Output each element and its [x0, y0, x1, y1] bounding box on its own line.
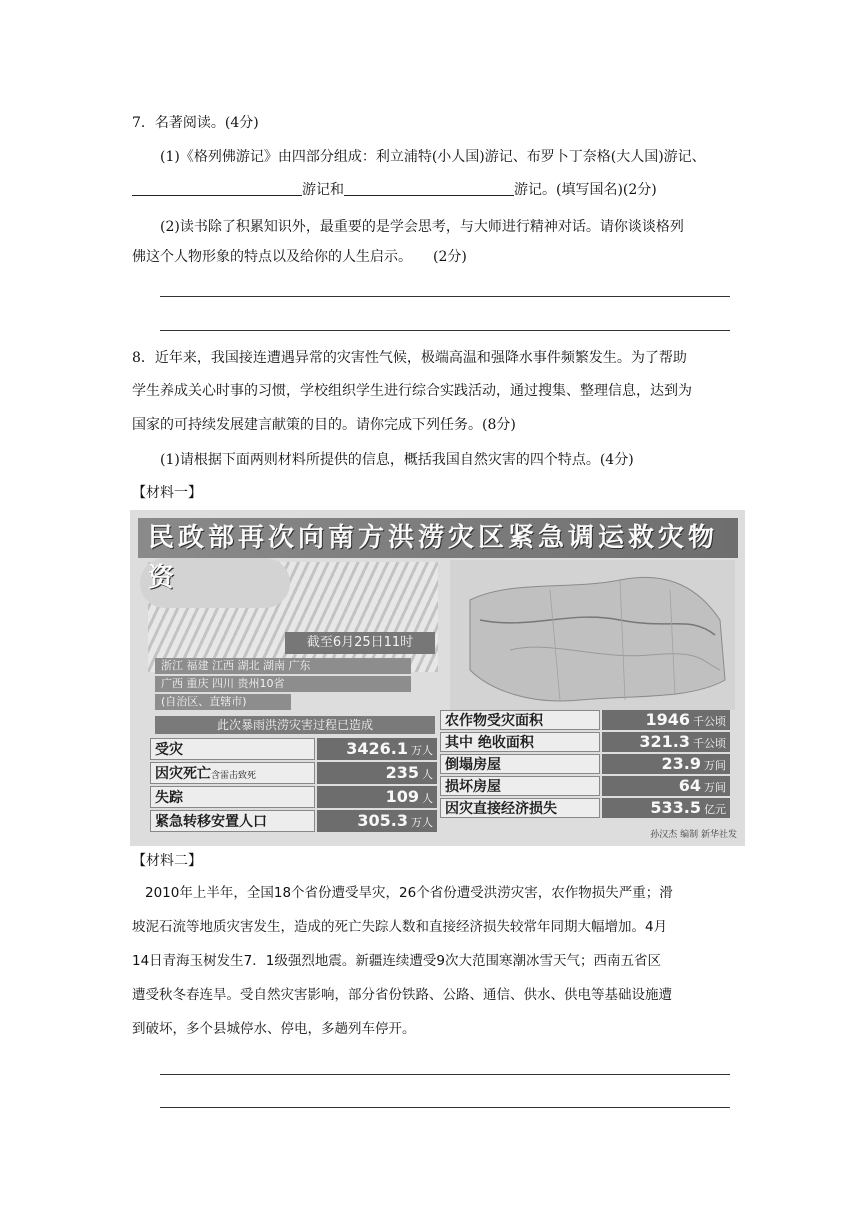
stat-value [317, 786, 437, 808]
answer-line-1[interactable] [160, 296, 730, 297]
stat-value [602, 776, 730, 796]
material2-line: 遭受秋冬春连旱。受自然灾害影响，部分省份铁路、公路、通信、供水、供电等基础设施遭 [132, 987, 672, 1003]
stat-value [317, 762, 437, 784]
q7-part1-line1: (1)《格列佛游记》由四部分组成：利立浦特(小人国)游记、布罗卜丁奈格(大人国)游记、 [160, 149, 706, 165]
q7-title: 7．名著阅读。(4分) [132, 115, 259, 131]
q7-part1-line2 [132, 180, 732, 200]
stat-label: 因灾直接经济损失 [440, 798, 600, 818]
material2-label: 【材料二】 [132, 853, 202, 869]
answer-line-3[interactable] [160, 1074, 730, 1075]
stat-label-text: 紧急转移安置人口 [155, 814, 267, 830]
stat-number: 3426.1 [346, 739, 408, 758]
stat-value [602, 798, 730, 818]
stat-value [602, 710, 730, 730]
stat-unit: 千公顷 [693, 715, 726, 728]
q7-part2-line2: 佛这个人物形象的特点以及给你的人生启示。 (2分) [132, 249, 467, 265]
stat-label: 农作物受灾面积 [440, 710, 600, 730]
stat-label [150, 810, 315, 832]
stat-label [150, 786, 315, 808]
material2-line: 2010年上半年，全国18个省份遭受旱灾，26个省份遭受洪涝灾害，农作物损失严重；滑 [145, 885, 673, 901]
stat-number: 64 [678, 776, 701, 795]
stat-unit: 万人 [411, 816, 433, 829]
infographic-credit: 孙汉杰 编制 新华社发 [650, 830, 737, 840]
stat-number: 305.3 [357, 811, 408, 830]
infographic-title: 民政部再次向南方洪涝灾区紧急调运救灾物资 [138, 518, 738, 558]
provinces-line2: 广西 重庆 四川 贵州10省 [155, 676, 411, 692]
q7-part2-line1: (2)读书除了积累知识外，最重要的是学会思考，与大师进行精神对话。请你谈谈格列 [160, 219, 684, 235]
stat-unit: 亿元 [704, 803, 726, 816]
stat-unit: 万间 [704, 781, 726, 794]
answer-line-2[interactable] [160, 330, 730, 331]
stat-unit: 万人 [411, 744, 433, 757]
stat-label: 倒塌房屋 [440, 754, 600, 774]
stat-label [150, 738, 315, 760]
material2-line: 坡泥石流等地质灾害发生，造成的死亡失踪人数和直接经济损失较常年同期大幅增加。4月 [132, 919, 668, 935]
stat-value [317, 738, 437, 760]
stat-number: 23.9 [661, 754, 701, 773]
stat-number: 321.3 [639, 732, 690, 751]
stat-number: 533.5 [650, 798, 701, 817]
answer-blank-2[interactable] [344, 181, 514, 196]
answer-blank-1[interactable] [132, 181, 302, 196]
disaster-infographic [130, 510, 745, 846]
stat-label-text: 受灾 [155, 742, 183, 758]
stat-label [150, 762, 315, 784]
stat-unit: 千公顷 [693, 737, 726, 750]
stat-unit: 万间 [704, 759, 726, 772]
q8-line2: 学生养成关心时事的习惯，学校组织学生进行综合实践活动，通过搜集、整理信息，达到为 [132, 383, 692, 399]
provinces-line3: (自治区、直辖市) [155, 694, 291, 710]
provinces-line1: 浙江 福建 江西 湖北 湖南 广东 [155, 658, 411, 674]
material1-label: 【材料一】 [132, 485, 202, 501]
q8-line3: 国家的可持续发展建言献策的目的。请你完成下列任务。(8分) [132, 417, 516, 433]
stat-note: 含雷击致死 [211, 771, 257, 781]
material2-line: 14日青海玉树发生7．1级强烈地震。新疆连续遭受9次大范围寒潮冰雪天气；西南五省区 [132, 953, 661, 969]
infographic-subtitle: 此次暴雨洪涝灾害过程已造成 [155, 716, 435, 734]
stat-label-text: 因灾死亡 [155, 766, 211, 782]
infographic-date: 截至6月25日11时 [285, 632, 435, 654]
stat-value [602, 732, 730, 752]
stat-value [602, 754, 730, 774]
q7-part1-end: 游记。(填写国名)(2分) [514, 182, 657, 198]
answer-line-4[interactable] [160, 1107, 730, 1108]
stat-label: 其中 绝收面积 [440, 732, 600, 752]
stat-label-text: 失踪 [155, 790, 183, 806]
material2-line: 到破坏，多个县城停水、停电，多趟列车停开。 [132, 1021, 416, 1037]
stat-number: 109 [385, 787, 419, 806]
stat-unit: 人 [422, 768, 433, 781]
stat-label: 损坏房屋 [440, 776, 600, 796]
stat-number: 1946 [645, 710, 690, 729]
q8-sub1: (1)请根据下面两则材料所提供的信息，概括我国自然灾害的四个特点。(4分) [160, 452, 634, 468]
stat-unit: 人 [422, 792, 433, 805]
q8-line1: 8．近年来，我国接连遭遇异常的灾害性气候，极端高温和强降水事件频繁发生。为了帮助 [132, 350, 687, 366]
stat-value [317, 810, 437, 832]
stat-number: 235 [385, 763, 419, 782]
q7-part1-mid: 游记和 [302, 182, 344, 198]
china-south-map [450, 560, 735, 710]
